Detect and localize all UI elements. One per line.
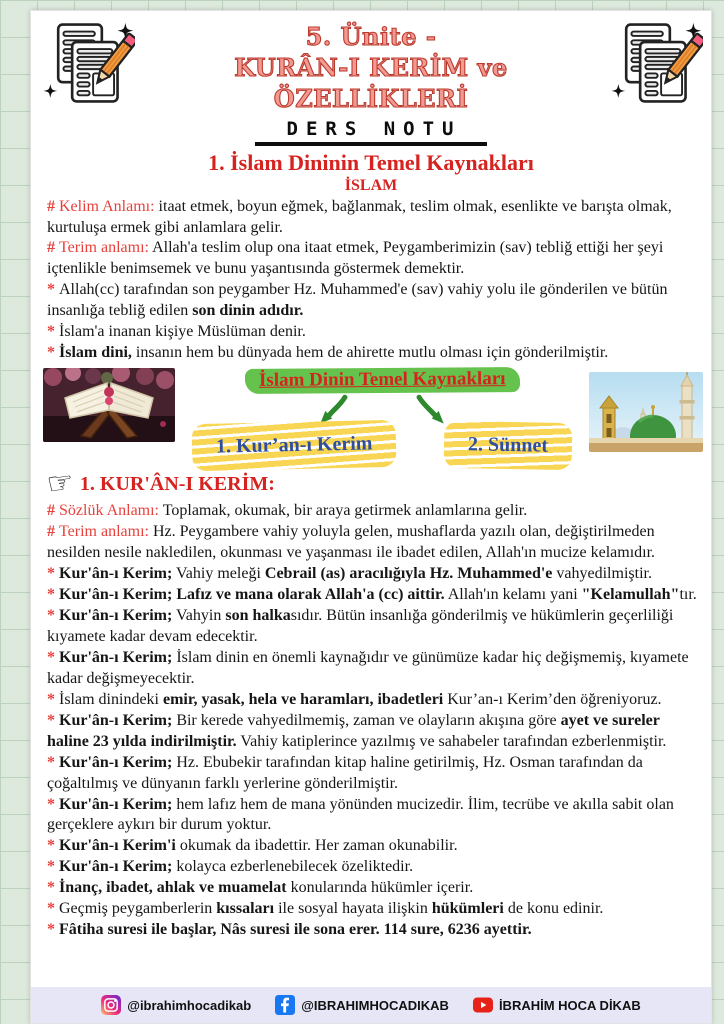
manicule-pointing-hand-icon: ☞ [44,464,77,503]
note-line: * Kur'ân-ı Kerim; Vahyin son halkasıdır. Bütün insanlığa gönderilmiş ve hükümlerin geçerliliği kıyamete kadar devam edecektir. [47,606,674,645]
lesson-note-page [30,10,712,1024]
note-line: * Kur'ân-ı Kerim; hem lafız hem de mana yönünden mucizedir. İlim, tecrübe ve akılla sabit olan gerçeklere aykırı bir durum yoktur. [47,795,674,834]
islam-subheading: İSLAM [344,176,398,194]
documents-pencil-icon [39,17,135,109]
note-line: * Kur'ân-ı Kerim; Hz. Ebubekir tarafından kitap haline getirilmiş, Hz. Osman tarafından da çoğaltılmış ve dünyanın farklı yerlerine gönderilmiştir. [47,753,643,792]
facebook-handle: @IBRAHIMHOCADIKAB [301,997,449,1013]
lesson-note-badge: DERS NOTU [255,118,488,146]
note-line: * Kur'ân-ı Kerim'i okumak da ibadettir. Her zaman okunabilir. [47,837,458,855]
mosque-photo [589,372,703,452]
youtube-link[interactable] [473,995,641,1015]
kuran-notes [31,499,711,941]
facebook-link[interactable] [275,995,449,1015]
note-line: # Sözlük Anlamı: Toplamak, okumak, bir araya getirmek anlamlarına gelir. [47,502,528,520]
note-line: * Kur'ân-ı Kerim; Vahiy meleği Cebrail (as) aracılığıyla Hz. Muhammed'e vahyedilmiştir. [47,565,652,583]
note-line: * İslam'a inanan kişiye Müslüman denir. [47,323,306,341]
branch-sunnet-label: 2. Sünnet [444,421,573,470]
note-line: * Geçmiş peygamberlerin kıssaları ile sosyal hayata ilişkin hükümleri de konu edinir. [47,900,604,918]
section-title: 1. İslam Dininin Temel Kaynakları [208,149,534,175]
social-footer [31,987,711,1023]
note-line: * Kur'ân-ı Kerim; kolayca ezberlenebilecek özeliktedir. [47,858,414,876]
sources-diagram [31,364,711,471]
diagram-title: İslam Dinin Temel Kaynakları [258,368,506,392]
kuran-section-heading [31,464,711,503]
note-line: # Kelim Anlamı: itaat etmek, boyun eğmek, bağlanmak, teslim olmak, esenlikte ve barışta olmak, kurtuluşa ermek gibi anlamlara gelir. [47,197,672,236]
title-block [135,17,607,146]
documents-pencil-icon [607,17,703,109]
branch-labels [192,422,572,469]
youtube-handle: İBRAHİM HOCA DİKAB [498,997,641,1013]
unit-title-line1: 5. Ünite - [305,22,437,51]
note-line: * Allah(cc) tarafından son peygamber Hz. Muhammed'e (sav) vahiy yolu ile gönderilen ve bütün insanlığa tebliğ edilen son dinin adıdır. [47,281,668,320]
diagram-title-highlight [245,367,520,394]
note-line: # Terim anlamı: Allah'a teslim olup ona itaat etmek, Peygamberimizin (sav) tebliğ ettiği her şeyi içtenlikle benimsemek ve bunu yaşantısında göstermek demektir. [47,239,664,278]
unit-title-line2: KURÂN-I KERİM ve ÖZELLİKLERİ [234,53,508,114]
note-line: * Fâtiha suresi ile başlar, Nâs suresi ile sona erer. 114 sure, 6236 ayettir. [47,921,532,939]
facebook-icon [275,995,295,1015]
header [31,11,711,146]
quran-photo [43,368,175,442]
note-line: * İslam dinindeki emir, yasak, hela ve haramları, ibadetleri Kur’an-ı Kerim’den öğreniyoruz. [47,690,662,708]
instagram-link[interactable] [101,995,251,1015]
note-line: * Kur'ân-ı Kerim; İslam dinin en önemli kaynağıdır ve günümüze kadar hiç değişmemiş, kıyamete kadar değişmeyecektir. [47,648,689,687]
youtube-icon [473,995,493,1015]
diagram-center [175,368,589,469]
instagram-handle: @ibrahimhocadikab [127,997,252,1013]
note-line: # Terim anlamı: Hz. Peygambere vahiy yoluyla gelen, mushaflarda yazılı olan, değiştirilmeden nesilden nesile nakledilen, okunması ve yaşanması ile ibadet edilen, Allah'ın mucize kelamıdır. [47,523,656,562]
kuran-heading-text: 1. KUR'ÂN-I KERİM: [79,472,275,495]
islam-notes [31,195,711,365]
note-line: * İslam dini, insanın hem bu dünyada hem de ahirette mutlu olması için gönderilmiştir. [47,344,609,362]
branch-quran-label: 1. Kur’an-ı Kerim [191,420,396,471]
note-line: * İnanç, ibadet, ahlak ve muamelat konularında hükümler içerir. [47,879,474,897]
note-line: * Kur'ân-ı Kerim; Bir kerede vahyedilmemiş, zaman ve olayların akışına göre ayet ve sureler haline 23 yılda indirilmiştir. Vahiy katiplerince yazılmış ve sahabeler tarafından ezberlenmiştir. [47,711,667,750]
instagram-icon [101,995,121,1015]
note-line: * Kur'ân-ı Kerim; Lafız ve mana olarak Allah'a (cc) aittir. Allah'ın kelamı yani "Kelamullah"tır. [47,586,697,603]
